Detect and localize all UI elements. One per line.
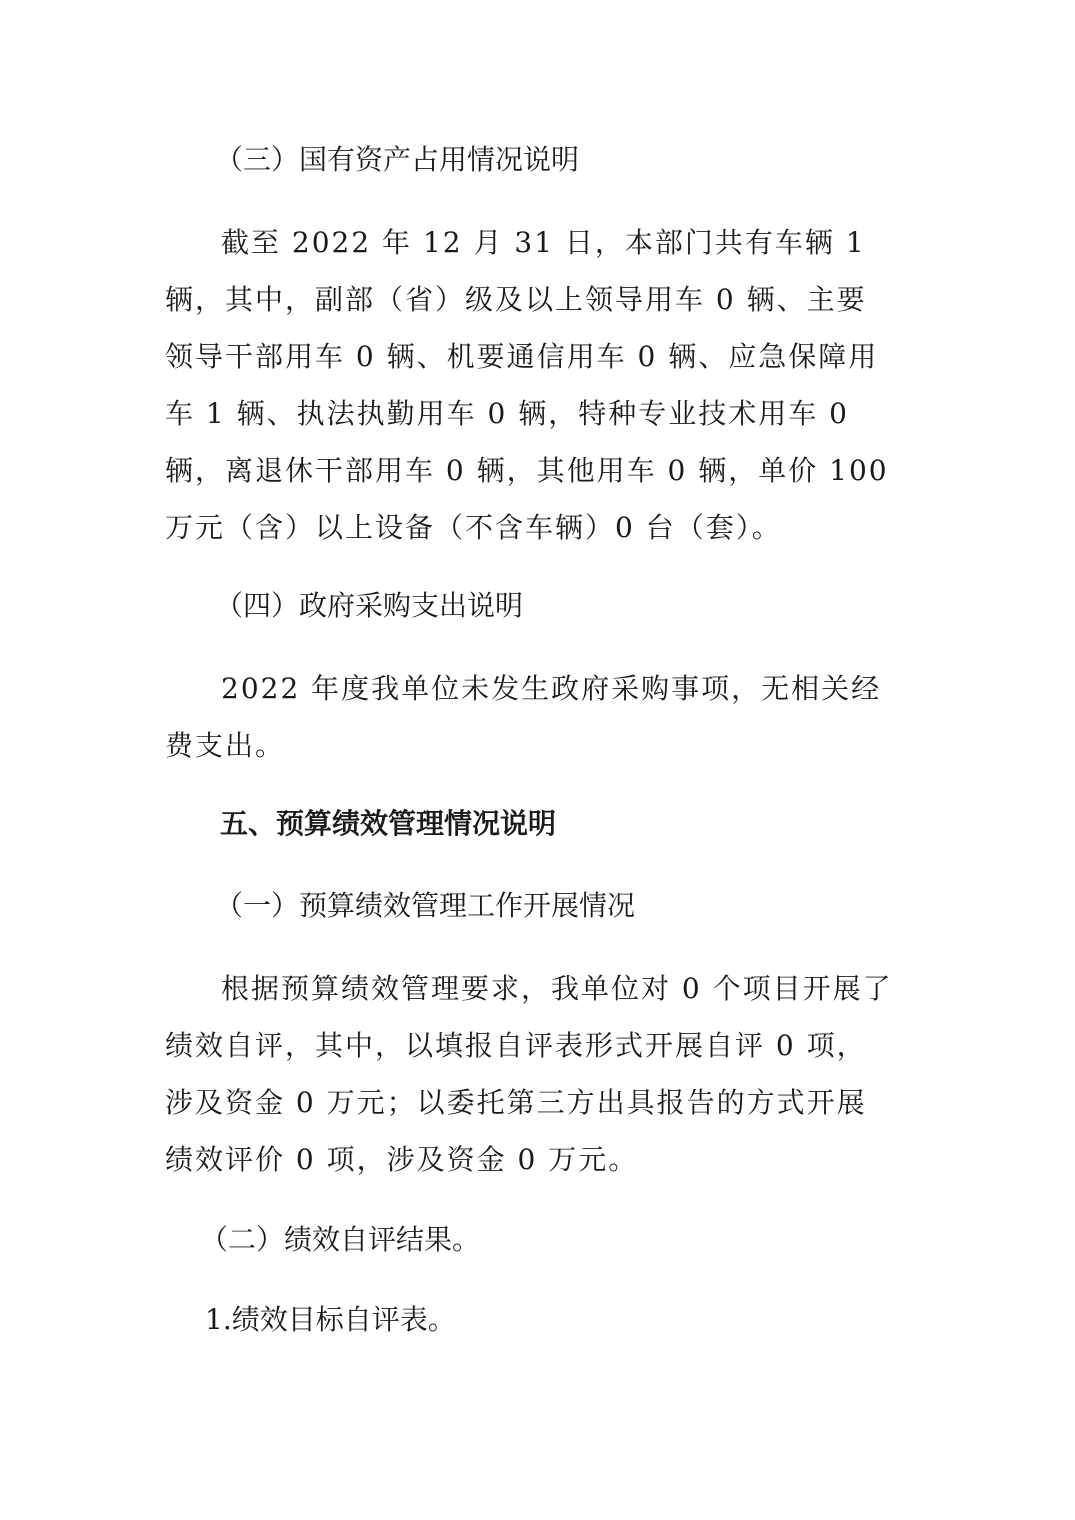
result-section-heading: （二）绩效自评结果。 bbox=[200, 1223, 481, 1256]
procurement-section-heading: （四）政府采购支出说明 bbox=[215, 589, 524, 622]
asset-section-paragraph: 截至 2022 年 12 月 31 日，本部门共有车辆 1 辆，其中，副部（省）级及以上领导用车 0 辆、主要领导干部用车 0 辆、机要通信用车 0 辆、应急保障用车 1 辆、执法执勤用车 0 辆，特种专业技术用车 0 辆，离退休干部用车 0 辆，其他用车 0 辆，单价 100 万元（含）以上设备（不含车辆）0 台（套）。 bbox=[165, 226, 889, 544]
work-section-paragraph: 根据预算绩效管理要求，我单位对 0 个项目开展了绩效自评，其中，以填报自评表形式开展自评 0 项，涉及资金 0 万元；以委托第三方出具报告的方式开展绩效评价 0 项，涉及资金 0 万元。 bbox=[165, 972, 893, 1176]
item-one-heading: 1.绩效目标自评表。 bbox=[205, 1303, 456, 1336]
procurement-section-paragraph: 2022 年度我单位未发生政府采购事项，无相关经费支出。 bbox=[165, 672, 882, 762]
chapter-five-heading: 五、预算绩效管理情况说明 bbox=[220, 807, 557, 840]
asset-section-heading: （三）国有资产占用情况说明 bbox=[215, 143, 580, 176]
work-section-heading: （一）预算绩效管理工作开展情况 bbox=[215, 889, 636, 922]
